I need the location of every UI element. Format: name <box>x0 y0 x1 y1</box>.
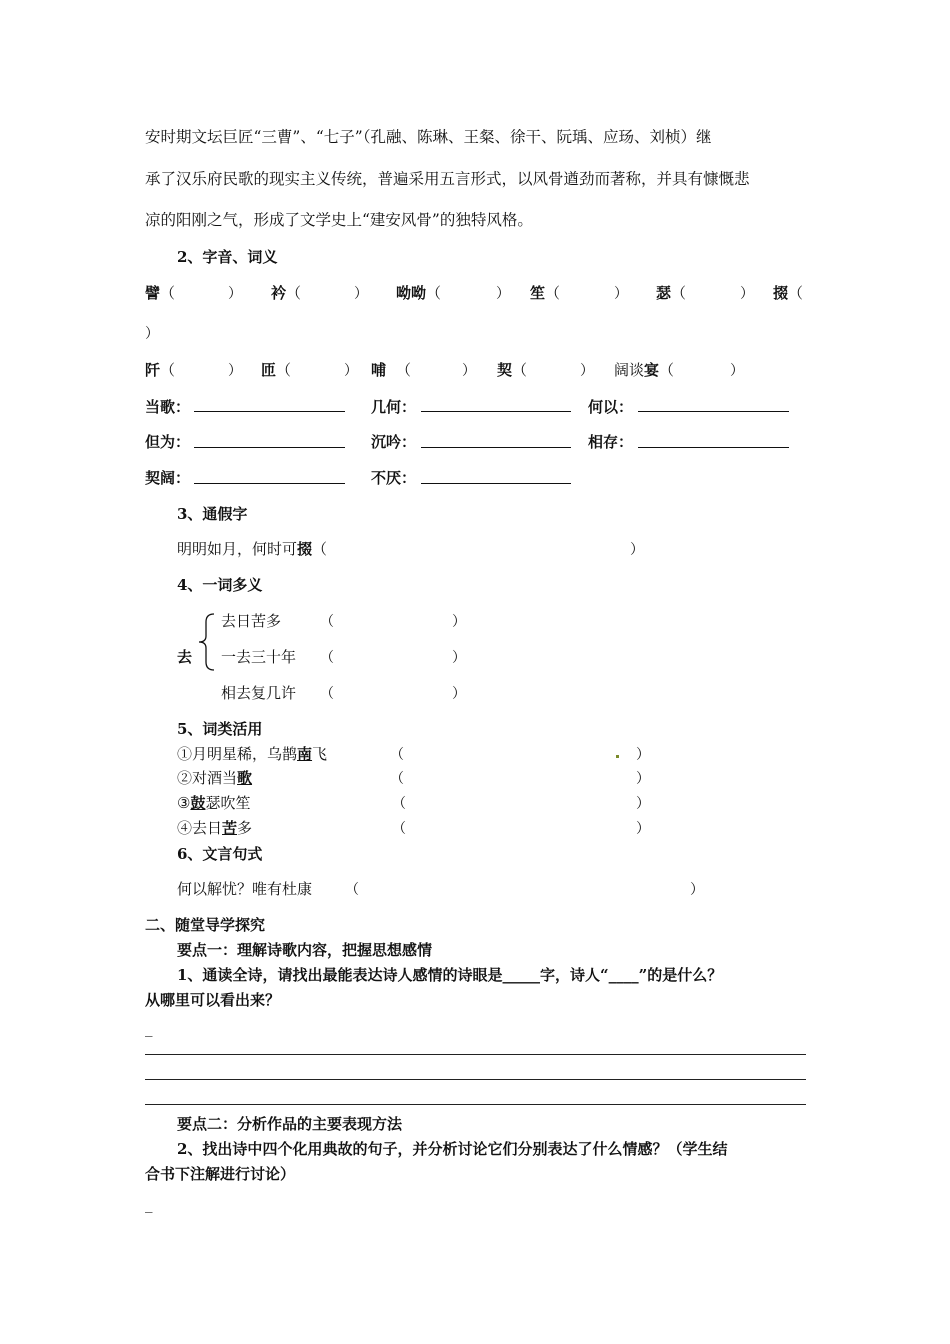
answer-line[interactable] <box>145 1054 806 1055</box>
word-usage-item: ③鼓瑟吹笙 <box>177 794 251 812</box>
answer-blank[interactable] <box>421 411 571 412</box>
word-label: 不厌： <box>371 469 417 487</box>
tongjia-sentence: 明明如月，何时可掇（ <box>177 540 328 558</box>
pronunciation-item: 哺 （ <box>371 361 412 379</box>
word-usage-item: ①月明星稀，乌鹊南飞 <box>177 745 328 763</box>
question-2-line-2: 合书下注解进行讨论） <box>145 1165 296 1183</box>
pronunciation-item: 笙（ <box>530 284 561 302</box>
answer-blank[interactable] <box>421 483 571 484</box>
question-1-line-1: 1、通读全诗，请找出最能表达诗人感情的诗眼是_____字，诗人“____”的是什么？ <box>177 966 723 984</box>
word-label: 当歌： <box>145 398 191 416</box>
answer-blank[interactable] <box>421 447 571 448</box>
polysemy-item: 一去三十年 <box>221 648 297 666</box>
polysemy-item: 去日苦多 <box>221 612 282 630</box>
word-label: 但为： <box>145 433 191 451</box>
pronunciation-item: 契（ <box>497 361 528 379</box>
pronunciation-item: 呦呦（ <box>396 284 442 302</box>
stray-dot <box>616 755 619 758</box>
brace-icon <box>196 612 218 672</box>
point-2-title: 要点二：分析作品的主要表现方法 <box>177 1115 403 1133</box>
intro-line-3: 凉的阳刚之气，形成了文学史上“建安风骨”的独特风格。 <box>145 211 533 229</box>
section-4-heading: 4、一词多义 <box>177 576 263 594</box>
word-label: 几何： <box>371 398 417 416</box>
polysemy-item: 相去复几许 <box>221 684 297 702</box>
pronunciation-item: 瑟（ <box>656 284 687 302</box>
word-usage-item: ④去日苦多 <box>177 819 253 837</box>
answer-blank[interactable] <box>638 411 789 412</box>
answer-line[interactable] <box>145 1079 806 1080</box>
word-label: 沉吟： <box>371 433 417 451</box>
word-label: 相存： <box>588 433 634 451</box>
section-2-heading: 2、字音、词义 <box>177 248 278 266</box>
answer-blank[interactable] <box>194 447 345 448</box>
answer-mark: _ <box>145 1019 153 1037</box>
question-1-line-2: 从哪里可以看出来？ <box>145 991 281 1009</box>
question-2-line-1: 2、找出诗中四个化用典故的句子，并分析讨论它们分别表达了什么情感？（学生结 <box>177 1140 728 1158</box>
answer-blank[interactable] <box>194 411 345 412</box>
pronunciation-item: 阡（ <box>145 361 176 379</box>
answer-blank[interactable] <box>638 447 789 448</box>
sentence-pattern-item: 何以解忧？唯有杜康 <box>177 880 313 898</box>
section-5-heading: 5、词类活用 <box>177 720 263 738</box>
answer-blank[interactable] <box>194 483 345 484</box>
part-2-heading: 二、随堂导学探究 <box>145 916 266 934</box>
answer-mark: _ <box>145 1195 153 1213</box>
polysemy-word: 去 <box>177 648 193 666</box>
pronunciation-item: 阔谈宴（ <box>614 361 675 379</box>
point-1-title: 要点一：理解诗歌内容，把握思想感情 <box>177 941 433 959</box>
answer-line[interactable] <box>145 1104 806 1105</box>
section-6-heading: 6、文言句式 <box>177 845 263 863</box>
word-usage-item: ②对酒当歌 <box>177 769 253 787</box>
word-label: 何以： <box>588 398 634 416</box>
pronunciation-item: 匝（ <box>261 361 292 379</box>
intro-line-1: 安时期文坛巨匠“三曹”、“七子”（孔融、陈琳、王粲、徐干、阮瑀、应玚、刘桢）继 <box>145 128 712 146</box>
word-label: 契阔： <box>145 469 191 487</box>
document-page: 安时期文坛巨匠“三曹”、“七子”（孔融、陈琳、王粲、徐干、阮瑀、应玚、刘桢）继 承了汉乐府民歌的现实主义传统，普遍采用五言形式，以风骨遒劲而著称，并具有慷慨悲 凉的阳刚之气，形成了文学史上“建安风骨”的独特风格。 2、字音、词义 譬（ ） 衿（ ） 呦呦（ ） 笙（ ） 瑟（ ） 掇（ ） 阡（ ） 匝（ ） 哺 （ ） 契（ ） 阔谈宴（ ） 当歌： 几何： 何以： 但为： 沉吟： 相存： 契阔： 不厌： 3、通假字 明明如月，何时可掇（ ） 4、一词多义 去 去日苦多 （ ） 一去三十年 （ ） 相去复几许 （ ） 5、词类活用 ①月明星稀，乌鹊南飞 （ ） ②对酒当歌 （ ） ③鼓瑟吹笙 （ ） ④去日苦多 （ ） 6、文言句式 何以解忧？唯有杜康 （ ） 二、随堂导学探究 要点一：理解诗歌内容，把握思想感情 1、通读全诗，请找出最能表达诗人感情的诗眼是_____字，诗人“____”的是什么？ 从哪里可以看出来？ _ 要点二：分析作品的主要表现方法 2、找出诗中四个化用典故的句子，并分析讨论它们分别表达了什么情感？（学生结 合书下注解进行讨论） _ <box>0 0 950 1344</box>
pronunciation-item: 掇（ <box>773 284 804 302</box>
pronunciation-item: 衿（ <box>271 284 302 302</box>
section-3-heading: 3、通假字 <box>177 505 248 523</box>
pronunciation-item: 譬（ <box>145 284 176 302</box>
intro-line-2: 承了汉乐府民歌的现实主义传统，普遍采用五言形式，以风骨遒劲而著称，并具有慷慨悲 <box>145 170 750 188</box>
